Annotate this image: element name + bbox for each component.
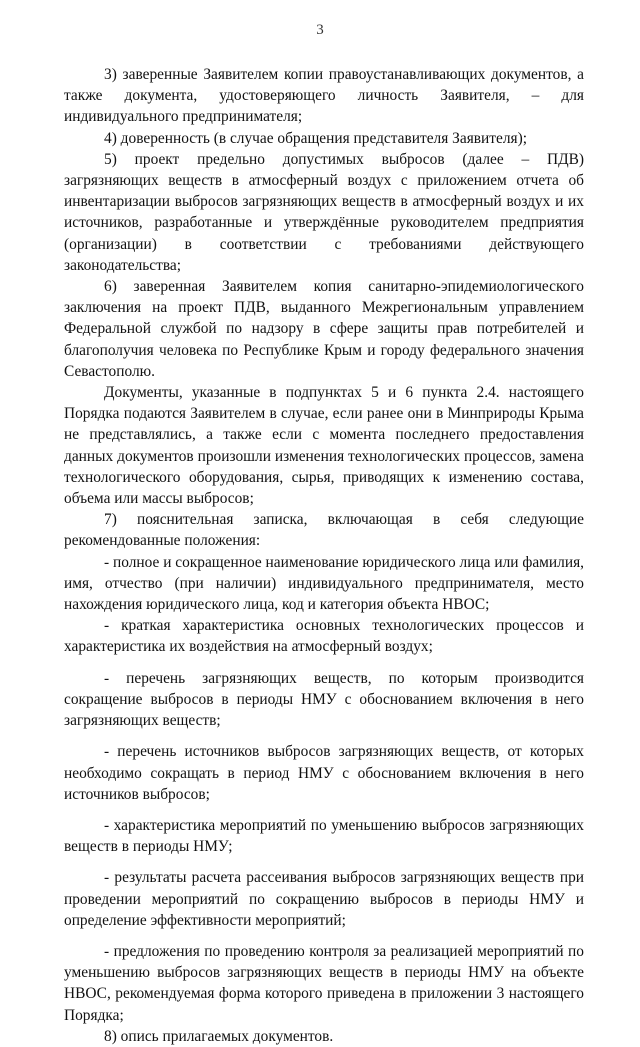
list-item-emission-sources: - перечень источников выбросов загрязняющих веществ, от которых необходимо сокращать в период НМУ с обоснованием включения в него источников выбросов; — [64, 743, 584, 803]
paragraph-documents-note: Документы, указанные в подпунктах 5 и 6 пункта 2.4. настоящего Порядка подаются Заявителем в случае, если ранее они в Минприроды Крыма не представлялись, а также если с момента последнего предоставления данных документов произошли изменения технологических процессов, замена технологического оборудования, сырья, приводящих к изменению состава, объема или массы выбросов; — [64, 384, 584, 508]
paragraph-item-6: 6) заверенная Заявителем копия санитарно-эпидемиологического заключения на проект ПДВ, выданного Межрегиональным управлением Федеральной службой по надзору в сфере защиты прав потребителей и благополучия человека по Республике Крым и городу федерального значения Севастополю. — [64, 278, 584, 380]
paragraph-item-8: 8) опись прилагаемых документов. — [104, 1027, 334, 1045]
list-item-legal-name: - полное и сокращенное наименование юридического лица или фамилия, имя, отчество (при наличии) индивидуального предпринимателя, место нахождения юридического лица, код и категория объекта НВОС; — [64, 553, 584, 614]
document-body — [64, 64, 584, 1047]
list-item-control-proposals: - предложения по проведению контроля за реализацией мероприятий по уменьшению выбросов загрязняющих веществ в периоды НМУ на объекте НВОС, рекомендуемая форма которого приведена в приложении 3 настоящего Порядка; — [64, 942, 584, 1024]
paragraph-item-4: 4) доверенность (в случае обращения представителя Заявителя); — [104, 129, 528, 147]
list-item-pollutants: - перечень загрязняющих веществ, по которым производится сокращение выбросов в периоды НМУ с обоснованием включения в него загрязняющих веществ; — [64, 669, 584, 730]
list-item-dispersion-results: - результаты расчета рассеивания выбросов загрязняющих веществ при проведении мероприятий по сокращению выбросов в периоды НМУ и определение эффективности мероприятий; — [64, 869, 584, 929]
list-item-measures: - характеристика мероприятий по уменьшению выбросов загрязняющих веществ в периоды НМУ; — [64, 816, 584, 856]
list-item-process-characteristics: - краткая характеристика основных технологических процессов и характеристика их воздействия на атмосферный воздух; — [64, 617, 584, 656]
paragraph-item-7: 7) пояснительная записка, включающая в себя следующие рекомендованные положения: — [64, 511, 584, 550]
page-number: 3 — [316, 22, 324, 38]
paragraph-item-5: 5) проект предельно допустимых выбросов (далее – ПДВ) загрязняющих веществ в атмосферный воздух с приложением отчета об инвентаризации выбросов загрязняющих веществ в атмосферный воздух и их источников, разработанные и утверждённые руководителем предприятия (организации) в соответствии с требованиями действующего законодательства; — [64, 150, 584, 274]
paragraph-item-3: 3) заверенные Заявителем копии правоустанавливающих документов, а также документа, удостоверяющего личность Заявителя, – для индивидуального предпринимателя; — [64, 66, 584, 126]
